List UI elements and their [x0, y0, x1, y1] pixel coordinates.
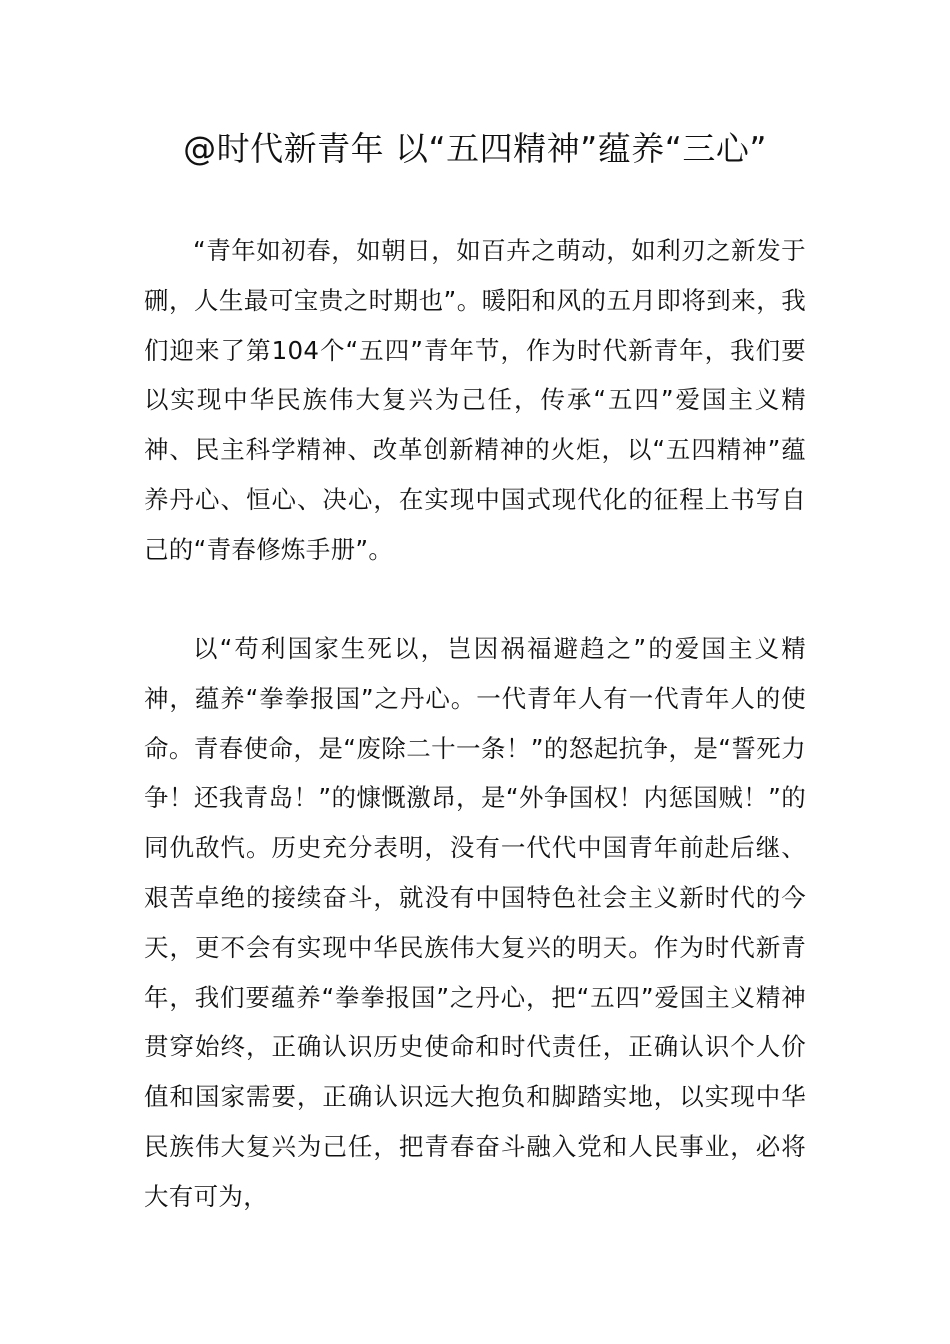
- paragraph-patriotism: 以“苟利国家生死以，岂因祸福避趋之”的爱国主义精神，蕴养“拳拳报国”之丹心。一代青年人有一代青年人的使命。青春使命，是“废除二十一条！”的怒起抗争，是“誓死力争！还我青岛！”的慷慨激昂，是“外争国权！内惩国贼！”的同仇敌忾。历史充分表明，没有一代代中国青年前赴后继、艰苦卓绝的接续奋斗，就没有中国特色社会主义新时代的今天，更不会有实现中华民族伟大复兴的明天。作为时代新青年，我们要蕴养“拳拳报国”之丹心，把“五四”爱国主义精神贯穿始终，正确认识历史使命和时代责任，正确认识个人价值和国家需要，正确认识远大抱负和脚踏实地，以实现中华民族伟大复兴为己任，把青春奋斗融入党和人民事业，必将大有可为，: [144, 634, 806, 1211]
- paragraph-intro: “青年如初春，如朝日，如百卉之萌动，如利刃之新发于硎，人生最可宝贵之时期也”。暖阳和风的五月即将到来，我们迎来了第104个“五四”青年节，作为时代新青年，我们要以实现中华民族伟大复兴为己任，传承“五四”爱国主义精神、民主科学精神、改革创新精神的火炬，以“五四精神”蕴养丹心、恒心、决心，在实现中国式现代化的征程上书写自己的“青春修炼手册”。: [144, 236, 806, 564]
- document-title: @时代新青年 以“五四精神”蕴养“三心”: [183, 129, 767, 168]
